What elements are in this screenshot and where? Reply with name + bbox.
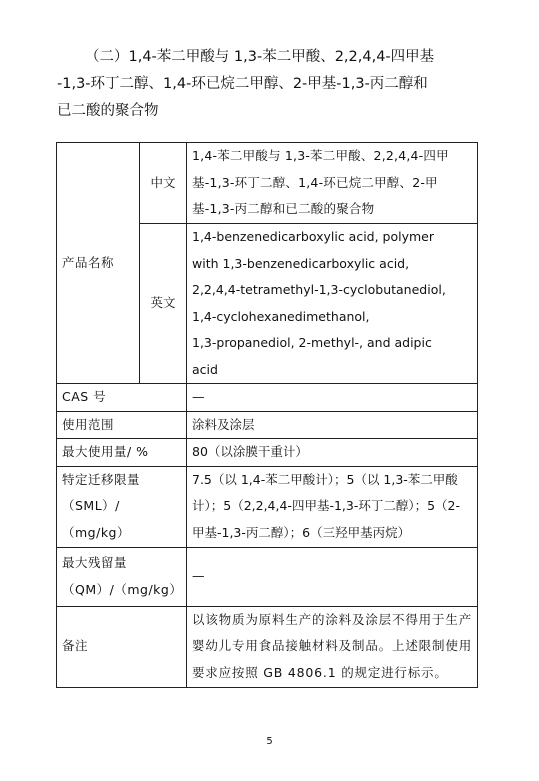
section-heading (57, 44, 487, 125)
table-row (57, 384, 478, 412)
chinese-name-value: 1,4-苯二甲酸与 1,3-苯二甲酸、2,2,4,4-四甲基-1,3-环丁二醇、1,4-环已烷二甲醇、2-甲基-1,3-丙二醇和已二酸的聚合物 (187, 143, 478, 224)
usage-label: 使用范围 (57, 411, 187, 439)
remark-value: 以该物质为原料生产的涂料及涂层不得用于生产婴幼儿专用食品接触材料及制品。上述限制使用要求应按照 GB 4806.1 的规定进行标示。 (187, 606, 478, 687)
usage-value: 涂料及涂层 (187, 411, 478, 439)
page-number: 5 (266, 736, 273, 747)
qm-label-line-1: 最大残留量 (62, 555, 128, 570)
table-row (57, 439, 478, 467)
sml-label-line-2: （SML）/（mg/kg） (62, 498, 130, 540)
substance-spec-table (56, 142, 478, 688)
qm-value: — (187, 547, 478, 606)
qm-label-line-2: （QM）/（mg/kg） (62, 581, 183, 597)
english-name-line: 1,4-benzenedicarboxylic acid, polymer (192, 229, 435, 244)
sml-label-line-1: 特定迁移限量 (62, 471, 141, 487)
max-usage-label: 最大使用量/ % (57, 439, 187, 467)
table-row (57, 411, 478, 439)
remark-label: 备注 (57, 606, 187, 687)
english-name-line: with 1,3-benzenedicarboxylic acid, (192, 255, 410, 271)
qm-label (57, 547, 187, 606)
table-row (57, 606, 478, 687)
heading-line-2: -1,3-环丁二醇、1,4-环已烷二甲醇、2-甲基-1,3-丙二醇和 (57, 76, 428, 92)
product-name-label: 产品名称 (57, 143, 140, 384)
english-name-line: 1,3-propanediol, 2-methyl-, and adipic (192, 335, 432, 350)
table-row (57, 466, 478, 547)
english-name-line: 1,4-cyclohexanedimethanol, (192, 308, 370, 324)
cas-label: CAS 号 (57, 384, 187, 412)
english-name-line: 2,2,4,4-tetramethyl-1,3-cyclobutanediol, (192, 282, 446, 297)
english-label: 英文 (140, 224, 187, 384)
english-name-value (187, 224, 478, 384)
sml-value: 7.5（以 1,4-苯二甲酸计）；5（以 1,3-苯二甲酸计）；5（2,2,4,4-四甲基-1,3-环丁二醇）；5（2-甲基-1,3-丙二醇）；6（三羟甲基丙烷） (187, 466, 478, 547)
table-row (57, 547, 478, 606)
max-usage-value: 80（以涂膜干重计） (187, 439, 478, 467)
heading-line-3: 已二酸的聚合物 (57, 103, 159, 119)
table-row (57, 143, 478, 224)
english-name-line: acid (192, 361, 218, 377)
cas-value: — (187, 384, 478, 412)
sml-label (57, 466, 187, 547)
heading-line-1: （二）1,4-苯二甲酸与 1,3-苯二甲酸、2,2,4,4-四甲基 (85, 49, 435, 65)
chinese-label: 中文 (140, 143, 187, 224)
